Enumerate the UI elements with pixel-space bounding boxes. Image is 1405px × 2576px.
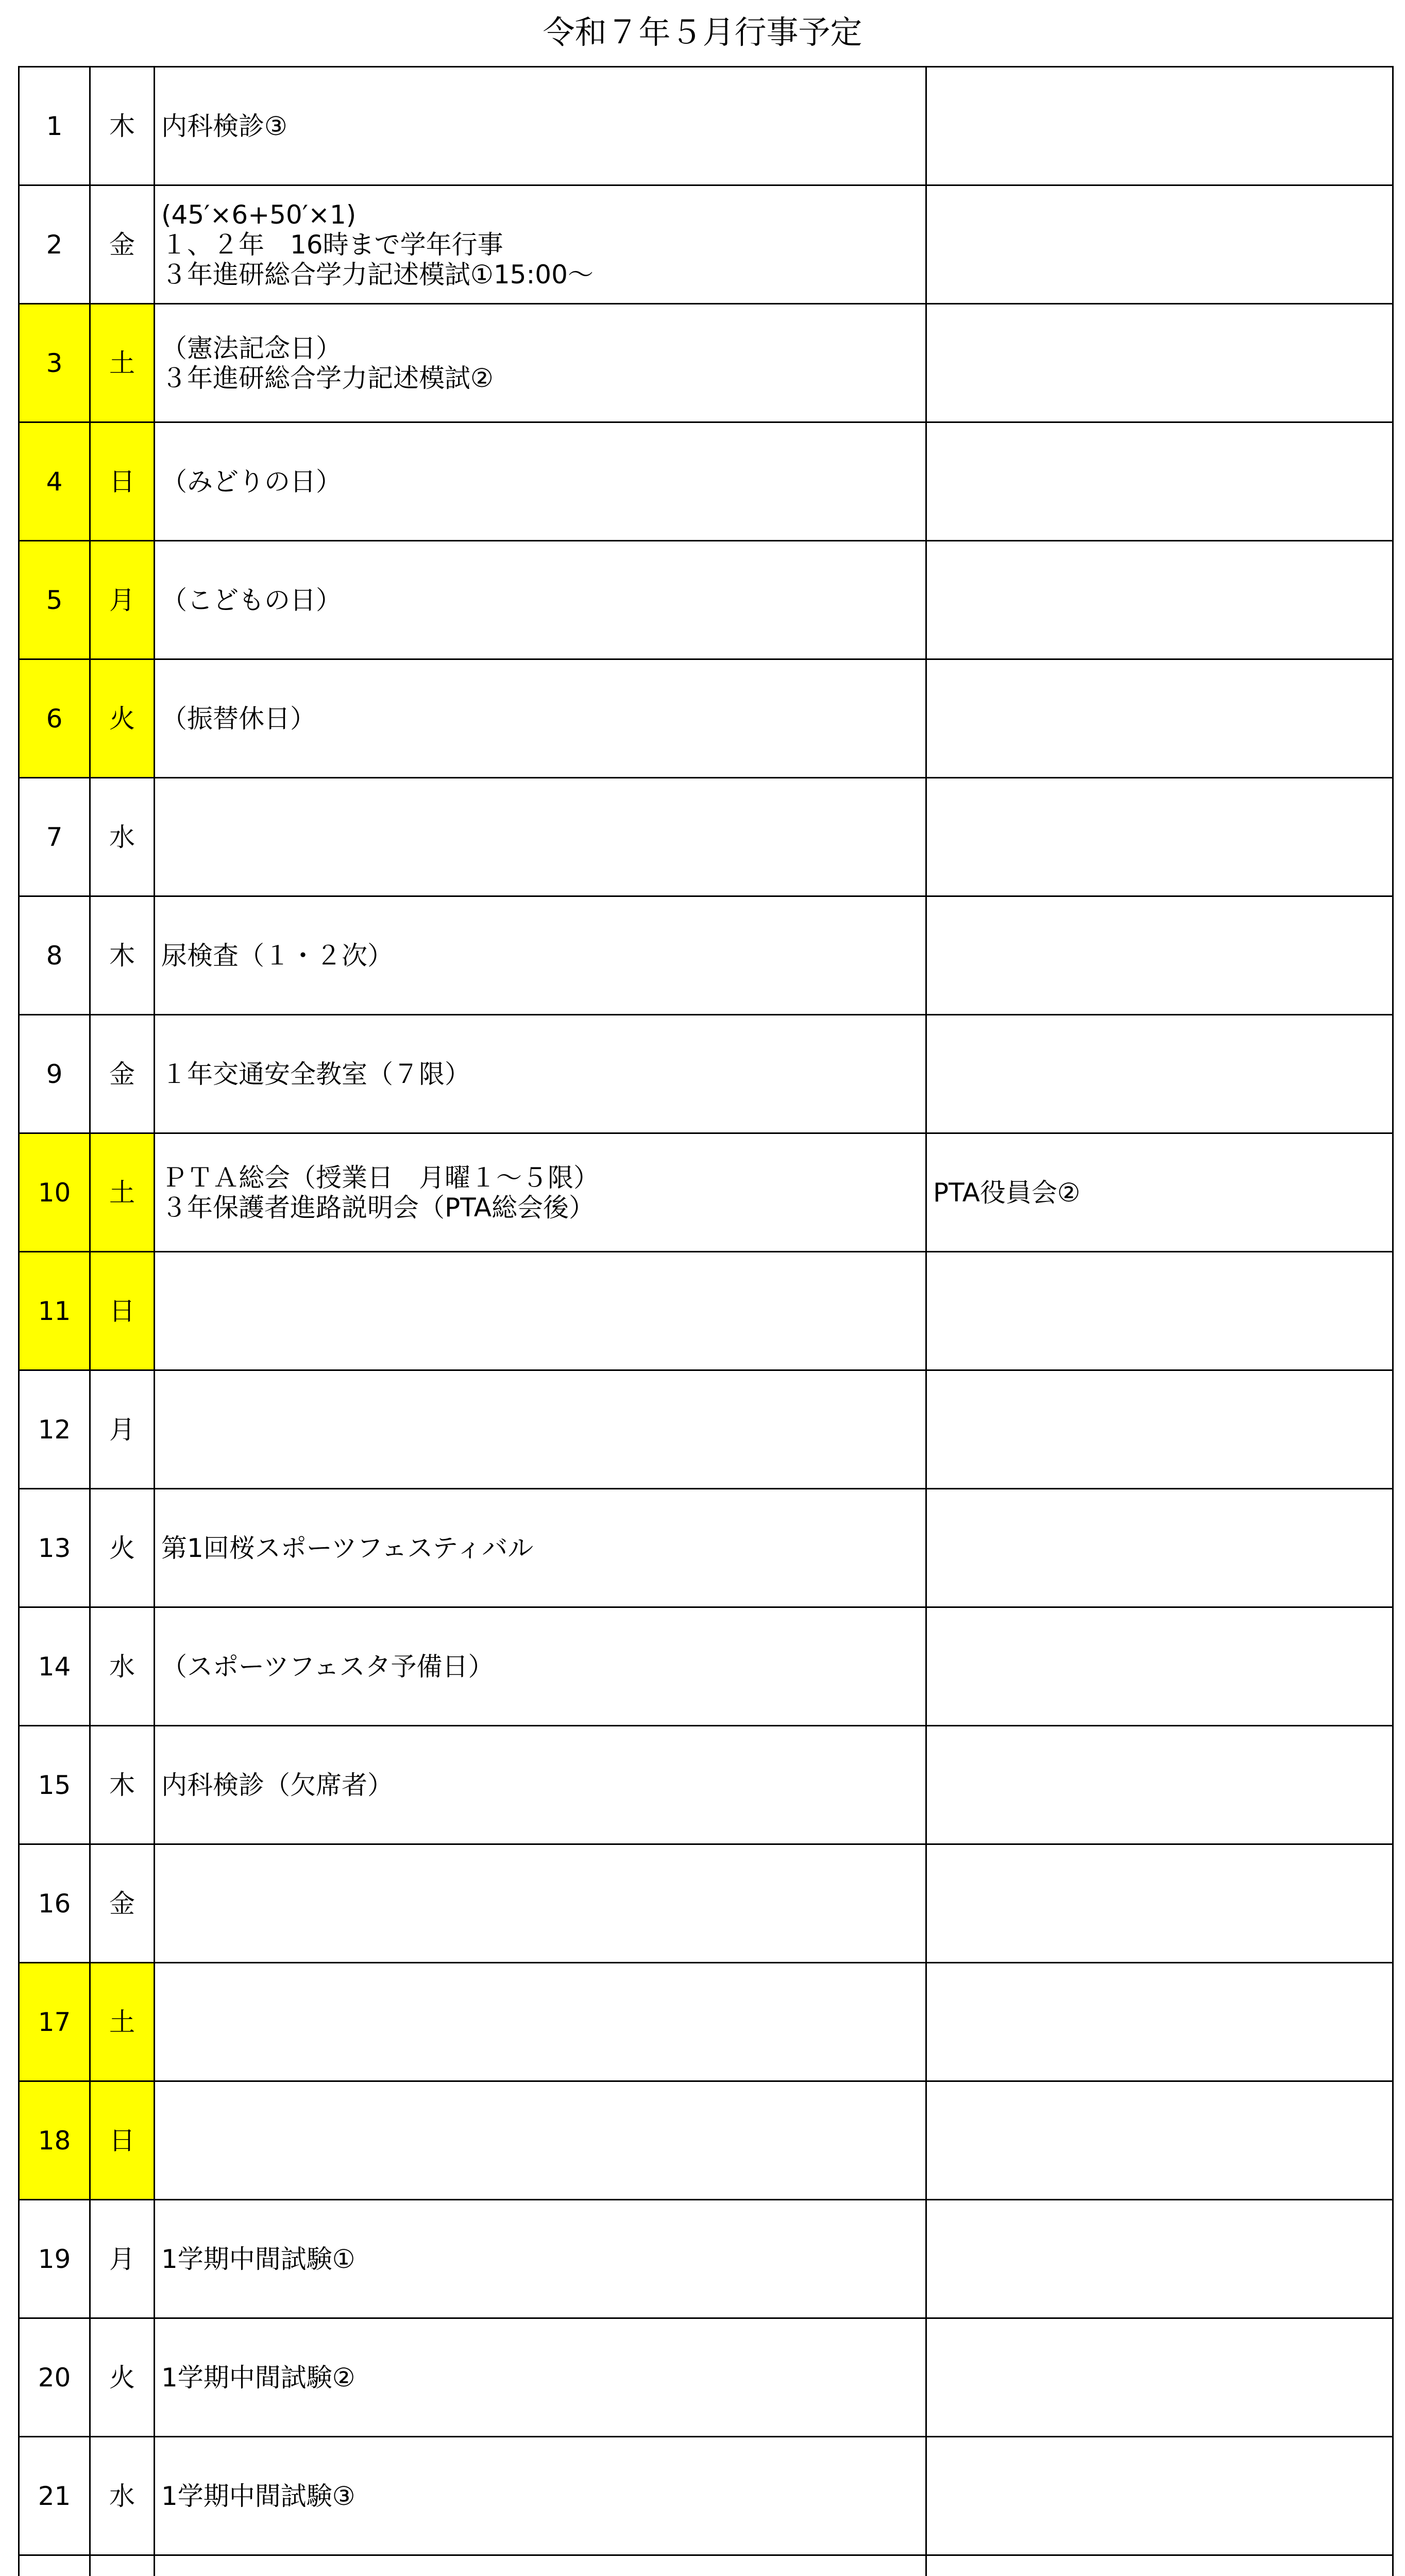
note-cell (926, 1252, 1393, 1370)
weekday-cell: 木 (90, 1726, 155, 1844)
schedule-row (19, 1963, 1393, 2081)
note-cell (926, 2555, 1393, 2576)
date-cell: 18 (19, 2081, 90, 2200)
weekday-cell: 火 (90, 2318, 155, 2437)
weekday-cell: 火 (90, 1489, 155, 1607)
event-cell: （こどもの日） (155, 541, 926, 659)
note-cell (926, 1844, 1393, 1963)
date-cell: 20 (19, 2318, 90, 2437)
note-cell (926, 2081, 1393, 2200)
note-cell (926, 541, 1393, 659)
date-cell: 9 (19, 1015, 90, 1133)
note-cell (926, 1489, 1393, 1607)
note-cell: PTA役員会② (926, 1133, 1393, 1252)
weekday-cell: 日 (90, 1252, 155, 1370)
date-cell: 19 (19, 2200, 90, 2318)
event-cell: （みどりの日） (155, 422, 926, 541)
note-cell (926, 1015, 1393, 1133)
date-cell: 3 (19, 304, 90, 422)
schedule-row (19, 2200, 1393, 2318)
schedule-row (19, 2081, 1393, 2200)
event-cell (155, 1370, 926, 1489)
schedule-row (19, 1844, 1393, 1963)
event-cell: 内科検診（欠席者） (155, 1726, 926, 1844)
schedule-row (19, 422, 1393, 541)
date-cell: 11 (19, 1252, 90, 1370)
schedule-row (19, 2318, 1393, 2437)
schedule-row (19, 2437, 1393, 2555)
schedule-row (19, 1726, 1393, 1844)
note-cell (926, 1607, 1393, 1726)
schedule-table (18, 66, 1394, 2576)
date-cell: 21 (19, 2437, 90, 2555)
schedule-row (19, 2555, 1393, 2576)
date-cell: 4 (19, 422, 90, 541)
schedule-row (19, 896, 1393, 1015)
weekday-cell: 金 (90, 1015, 155, 1133)
note-cell (926, 2437, 1393, 2555)
event-cell (155, 2555, 926, 2576)
weekday-cell: 日 (90, 422, 155, 541)
schedule-row (19, 1607, 1393, 1726)
note-cell (926, 1370, 1393, 1489)
date-cell: 2 (19, 185, 90, 304)
weekday-cell: 月 (90, 2200, 155, 2318)
weekday-cell: 土 (90, 1133, 155, 1252)
note-cell (926, 185, 1393, 304)
event-cell: 内科検診③ (155, 67, 926, 185)
weekday-cell: 水 (90, 2437, 155, 2555)
note-cell (926, 778, 1393, 896)
date-cell (19, 2555, 90, 2576)
date-cell: 12 (19, 1370, 90, 1489)
note-cell (926, 896, 1393, 1015)
schedule-row (19, 185, 1393, 304)
weekday-cell: 日 (90, 2081, 155, 2200)
note-cell (926, 1726, 1393, 1844)
weekday-cell: 月 (90, 541, 155, 659)
event-cell: 1学期中間試験① (155, 2200, 926, 2318)
event-cell (155, 2081, 926, 2200)
event-cell: 尿検査（１・２次） (155, 896, 926, 1015)
page-title: 令和７年５月行事予定 (543, 13, 862, 51)
note-cell (926, 67, 1393, 185)
date-cell: 1 (19, 67, 90, 185)
date-cell: 8 (19, 896, 90, 1015)
schedule-row (19, 659, 1393, 778)
weekday-cell: 月 (90, 1370, 155, 1489)
event-cell: １年交通安全教室（７限） (155, 1015, 926, 1133)
schedule-row (19, 1015, 1393, 1133)
weekday-cell: 木 (90, 67, 155, 185)
schedule-row (19, 1252, 1393, 1370)
event-cell (155, 1963, 926, 2081)
event-cell: 第1回桜スポーツフェスティバル (155, 1489, 926, 1607)
weekday-cell: 水 (90, 778, 155, 896)
schedule-row (19, 541, 1393, 659)
date-cell: 16 (19, 1844, 90, 1963)
note-cell (926, 659, 1393, 778)
weekday-cell: 金 (90, 1844, 155, 1963)
event-cell: 1学期中間試験③ (155, 2437, 926, 2555)
date-cell: 13 (19, 1489, 90, 1607)
event-cell: （振替休日） (155, 659, 926, 778)
note-cell (926, 2318, 1393, 2437)
schedule-row (19, 67, 1393, 185)
schedule-row (19, 1133, 1393, 1252)
date-cell: 7 (19, 778, 90, 896)
schedule-row (19, 778, 1393, 896)
date-cell: 14 (19, 1607, 90, 1726)
date-cell: 17 (19, 1963, 90, 2081)
event-cell: 1学期中間試験② (155, 2318, 926, 2437)
weekday-cell (90, 2555, 155, 2576)
weekday-cell: 金 (90, 185, 155, 304)
event-cell (155, 1252, 926, 1370)
weekday-cell: 土 (90, 1963, 155, 2081)
schedule-row (19, 1489, 1393, 1607)
note-cell (926, 304, 1393, 422)
schedule-row (19, 304, 1393, 422)
date-cell: 5 (19, 541, 90, 659)
event-cell (155, 778, 926, 896)
date-cell: 10 (19, 1133, 90, 1252)
date-cell: 6 (19, 659, 90, 778)
event-cell: (45′×6+50′×1) １、２年 16時まで学年行事 ３年進研総合学力記述模試①15:00～ (155, 185, 926, 304)
date-cell: 15 (19, 1726, 90, 1844)
note-cell (926, 2200, 1393, 2318)
schedule-row (19, 1370, 1393, 1489)
event-cell: ＰＴＡ総会（授業日 月曜１～５限） ３年保護者進路説明会（PTA総会後） (155, 1133, 926, 1252)
note-cell (926, 422, 1393, 541)
schedule-body (19, 67, 1393, 2576)
weekday-cell: 土 (90, 304, 155, 422)
note-cell (926, 1963, 1393, 2081)
weekday-cell: 水 (90, 1607, 155, 1726)
event-cell: （スポーツフェスタ予備日） (155, 1607, 926, 1726)
event-cell: （憲法記念日） ３年進研総合学力記述模試② (155, 304, 926, 422)
event-cell (155, 1844, 926, 1963)
weekday-cell: 木 (90, 896, 155, 1015)
weekday-cell: 火 (90, 659, 155, 778)
